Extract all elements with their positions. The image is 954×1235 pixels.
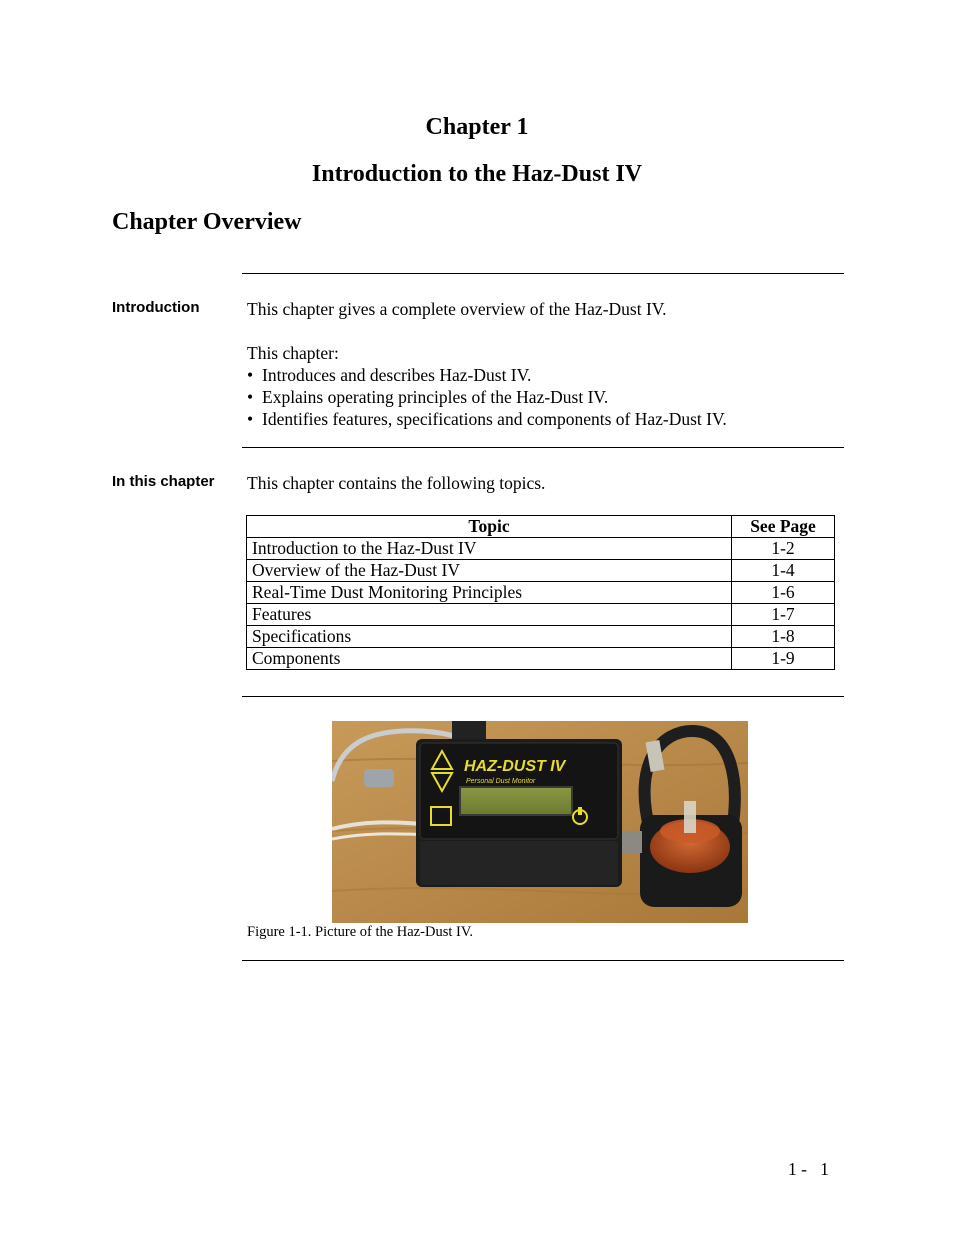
table-header-row: [247, 516, 835, 538]
list-item: • Identifies features, specifications and components of Haz-Dust IV.: [247, 408, 727, 430]
see-page-column-header: See Page: [732, 516, 835, 538]
haz-dust-photo: [332, 721, 748, 923]
divider: [242, 960, 844, 961]
table-row: [247, 538, 835, 560]
list-intro: This chapter:: [247, 343, 339, 363]
divider: [242, 273, 844, 274]
topic-cell: Components: [247, 648, 732, 670]
topic-cell: Specifications: [247, 626, 732, 648]
topic-cell: Real-Time Dust Monitoring Principles: [247, 582, 732, 604]
topics-table: [246, 515, 835, 670]
list-item: • Explains operating principles of the Haz-Dust IV.: [247, 386, 727, 408]
divider: [242, 447, 844, 448]
table-row: [247, 626, 835, 648]
page-cell: 1-9: [732, 648, 835, 670]
in-this-chapter-label: In this chapter: [112, 473, 215, 490]
section-heading: Chapter Overview: [112, 209, 302, 235]
list-item: • Introduces and describes Haz-Dust IV.: [247, 364, 727, 386]
chapter-title: Introduction to the Haz-Dust IV: [311, 161, 643, 187]
page-cell: 1-4: [732, 560, 835, 582]
in-this-chapter-lead: This chapter contains the following topics.: [247, 473, 546, 493]
topic-cell: Introduction to the Haz-Dust IV: [247, 538, 732, 560]
topic-cell: Overview of the Haz-Dust IV: [247, 560, 732, 582]
table-row: [247, 560, 835, 582]
page-cell: 1-8: [732, 626, 835, 648]
introduction-list: [247, 364, 727, 430]
page-cell: 1-7: [732, 604, 835, 626]
divider: [242, 696, 844, 697]
device-subtitle: Personal Dust Monitor: [466, 778, 536, 785]
chapter-number: Chapter 1: [425, 114, 529, 140]
table-row: [247, 604, 835, 626]
table-row: [247, 582, 835, 604]
page-number: 1 - 1: [788, 1159, 829, 1179]
introduction-label: Introduction: [112, 299, 200, 316]
figure-caption: Figure 1-1. Picture of the Haz-Dust IV.: [247, 924, 474, 940]
page-cell: 1-6: [732, 582, 835, 604]
introduction-lead: This chapter gives a complete overview of the Haz-Dust IV.: [247, 299, 667, 319]
topic-cell: Features: [247, 604, 732, 626]
page-cell: 1-2: [732, 538, 835, 560]
device-brand: HAZ-DUST IV: [464, 758, 566, 775]
table-row: [247, 648, 835, 670]
topic-column-header: Topic: [247, 516, 732, 538]
